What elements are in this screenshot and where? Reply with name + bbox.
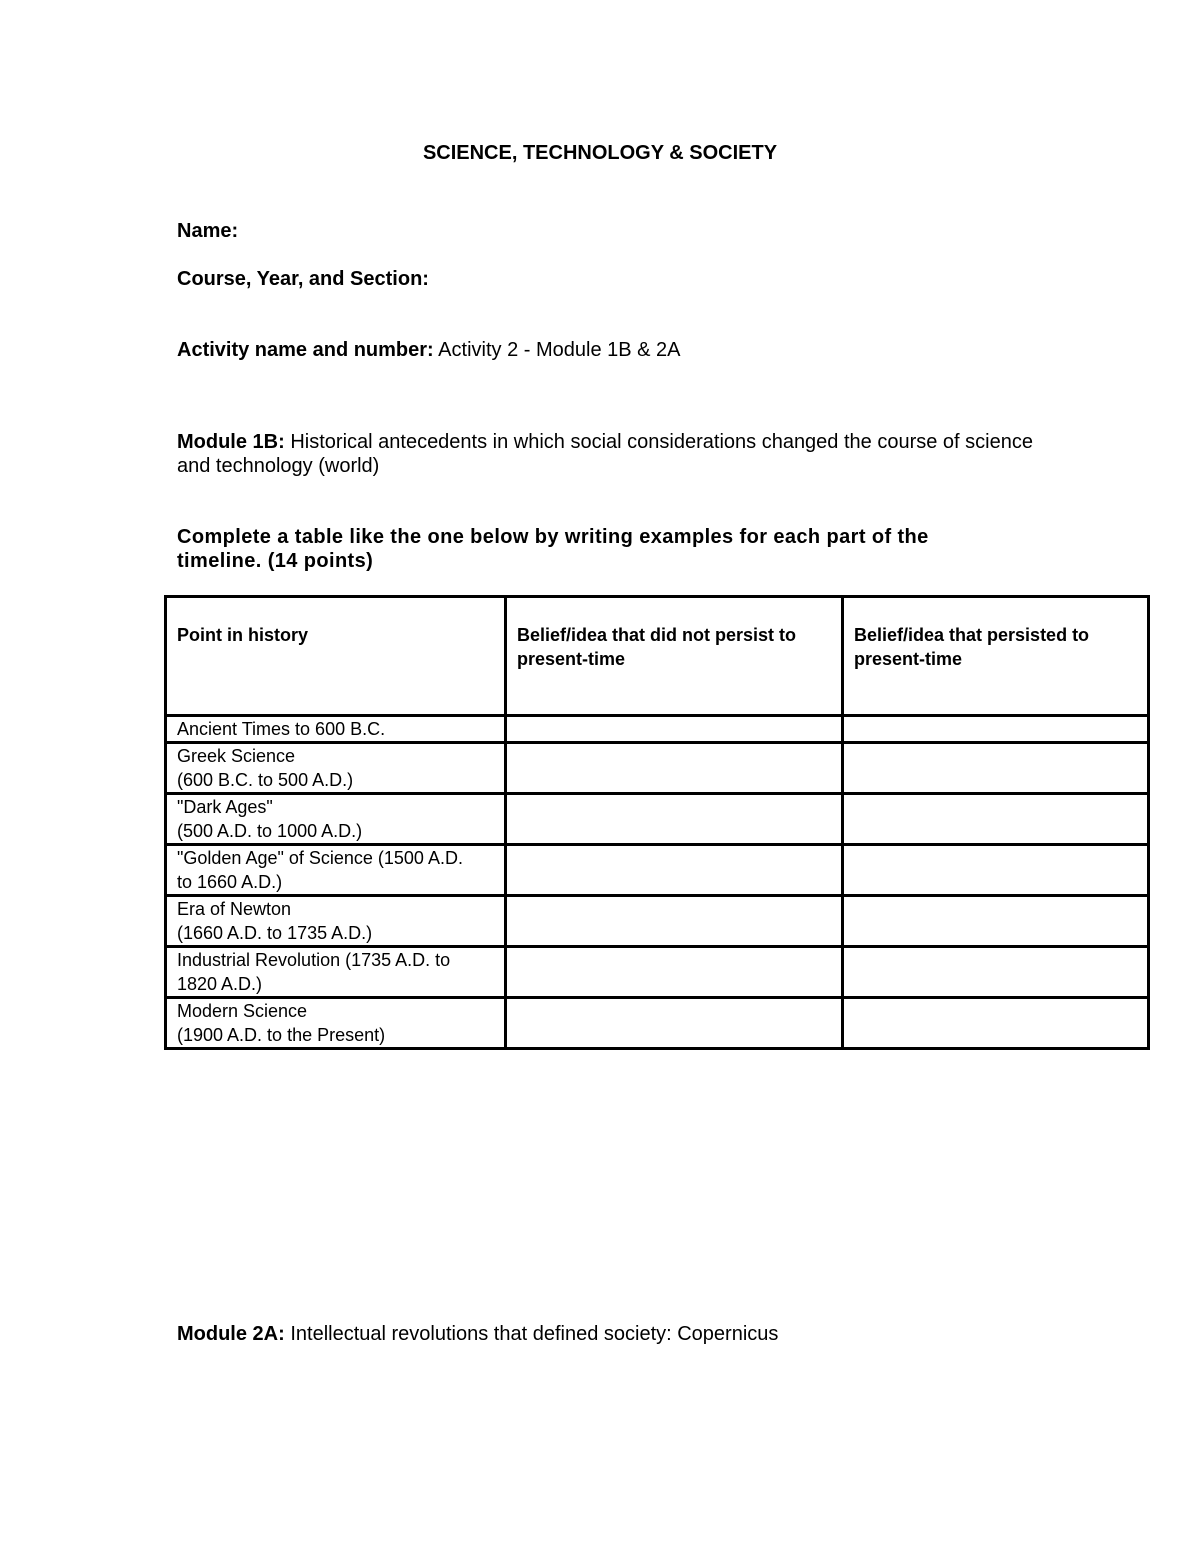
header-belief-persisted: Belief/idea that persisted to present-time [843,597,1149,716]
module-1b-text: Historical antecedents in which social considerations changed the course of science and technology (world) [177,431,1033,477]
point-in-history-line: Era of Newton [177,899,292,919]
answer-cell-not-persist[interactable] [506,716,843,743]
table-instruction: Complete a table like the one below by writing examples for each part of the timeline. (14 points) [177,526,929,572]
activity-line [177,338,681,362]
point-in-history-period: (600 B.C. to 500 A.D.) [177,770,354,790]
table-row [166,947,1149,998]
point-in-history-line: Modern Science [177,1001,308,1021]
table-row [166,998,1149,1049]
timeline-table [164,595,1150,1050]
answer-cell-persisted[interactable] [843,716,1149,743]
header-belief-not-persist: Belief/idea that did not persist to present-time [506,597,843,716]
answer-cell-persisted[interactable] [843,743,1149,794]
point-in-history-cell [166,716,506,743]
answer-cell-not-persist[interactable] [506,896,843,947]
activity-label: Activity name and number: [177,339,434,361]
answer-cell-not-persist[interactable] [506,845,843,896]
point-in-history-cell [166,896,506,947]
module-1b-label: Module 1B: [177,431,285,453]
answer-cell-not-persist[interactable] [506,743,843,794]
module-2a-text: Intellectual revolutions that defined society: Copernicus [290,1323,779,1345]
point-in-history-line: Industrial Revolution (1735 A.D. to [177,950,451,970]
table-row [166,794,1149,845]
header-point-in-history: Point in history [166,597,506,716]
point-in-history-period: to 1660 A.D.) [177,872,283,892]
point-in-history-cell [166,743,506,794]
module-1b-paragraph [177,430,1057,478]
answer-cell-not-persist[interactable] [506,794,843,845]
point-in-history-period: (500 A.D. to 1000 A.D.) [177,821,363,841]
answer-cell-persisted[interactable] [843,947,1149,998]
point-in-history-period: (1900 A.D. to the Present) [177,1025,386,1045]
answer-cell-persisted[interactable] [843,896,1149,947]
table-header-row [166,597,1149,716]
point-in-history-cell [166,998,506,1049]
point-in-history-line: Greek Science [177,746,296,766]
point-in-history-line: Ancient Times to 600 B.C. [177,719,386,739]
table-row [166,716,1149,743]
point-in-history-line: "Golden Age" of Science (1500 A.D. [177,848,463,868]
point-in-history-cell [166,794,506,845]
point-in-history-line: "Dark Ages" [177,797,273,817]
answer-cell-not-persist[interactable] [506,947,843,998]
point-in-history-period: (1660 A.D. to 1735 A.D.) [177,923,373,943]
page-title: SCIENCE, TECHNOLOGY & SOCIETY [422,142,778,164]
module-2a-label: Module 2A: [177,1323,285,1345]
answer-cell-not-persist[interactable] [506,998,843,1049]
point-in-history-period: 1820 A.D.) [177,974,263,994]
answer-cell-persisted[interactable] [843,998,1149,1049]
name-label: Name: [177,220,239,242]
module-2a-line [177,1322,778,1346]
table-row [166,743,1149,794]
answer-cell-persisted[interactable] [843,845,1149,896]
point-in-history-cell [166,845,506,896]
point-in-history-cell [166,947,506,998]
activity-value: Activity 2 - Module 1B & 2A [438,339,681,361]
table-row [166,896,1149,947]
table-row [166,845,1149,896]
course-year-section-label: Course, Year, and Section: [177,268,429,290]
answer-cell-persisted[interactable] [843,794,1149,845]
